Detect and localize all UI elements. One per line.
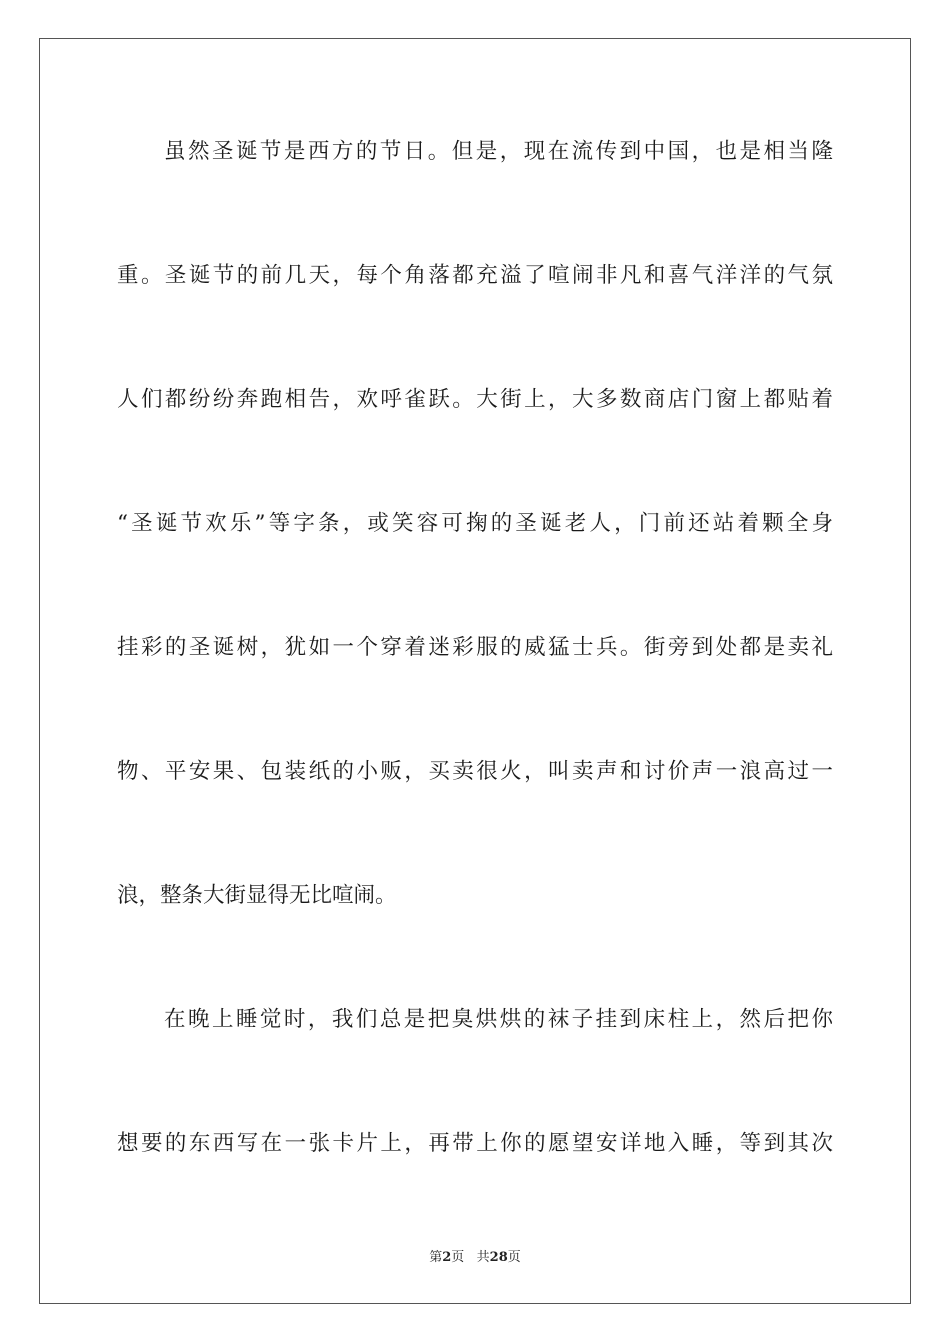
footer-current-page: 2 — [442, 1250, 452, 1265]
paragraph-1-line-7: 浪，整条大街显得无比喧闹。 — [117, 883, 397, 908]
page-footer — [0, 1246, 950, 1265]
paragraph-2-line-1: 在晚上睡觉时，我们总是把臭烘烘的袜子挂到床柱上，然后把你 — [164, 1007, 833, 1032]
document-body — [117, 124, 833, 1240]
paragraph-1-line-4: “圣诞节欢乐”等字条，或笑容可掬的圣诞老人，门前还站着颗全身 — [117, 511, 833, 536]
paragraph-1-line-3: 人们都纷纷奔跑相告，欢呼雀跃。大街上，大多数商店门窗上都贴着 — [117, 387, 833, 412]
footer-page-suffix: 页 — [507, 1250, 521, 1265]
footer-total-pages: 28 — [489, 1250, 508, 1265]
paragraph-2-line-2: 想要的东西写在一张卡片上，再带上你的愿望安详地入睡，等到其次 — [117, 1131, 833, 1156]
paragraph-1-line-1: 虽然圣诞节是西方的节日。但是，现在流传到中国，也是相当隆 — [164, 139, 833, 164]
paragraph-1-line-6: 物、平安果、包装纸的小贩，买卖很火，叫卖声和讨价声一浪高过一 — [117, 759, 833, 784]
footer-page-prefix: 第 — [429, 1250, 443, 1265]
paragraph-1-line-2: 重。圣诞节的前几天，每个角落都充溢了喧闹非凡和喜气洋洋的气氛 — [117, 263, 833, 288]
footer-page-mid: 页 共 — [451, 1250, 490, 1265]
paragraph-1-line-5: 挂彩的圣诞树，犹如一个穿着迷彩服的威猛士兵。街旁到处都是卖礼 — [117, 635, 833, 660]
